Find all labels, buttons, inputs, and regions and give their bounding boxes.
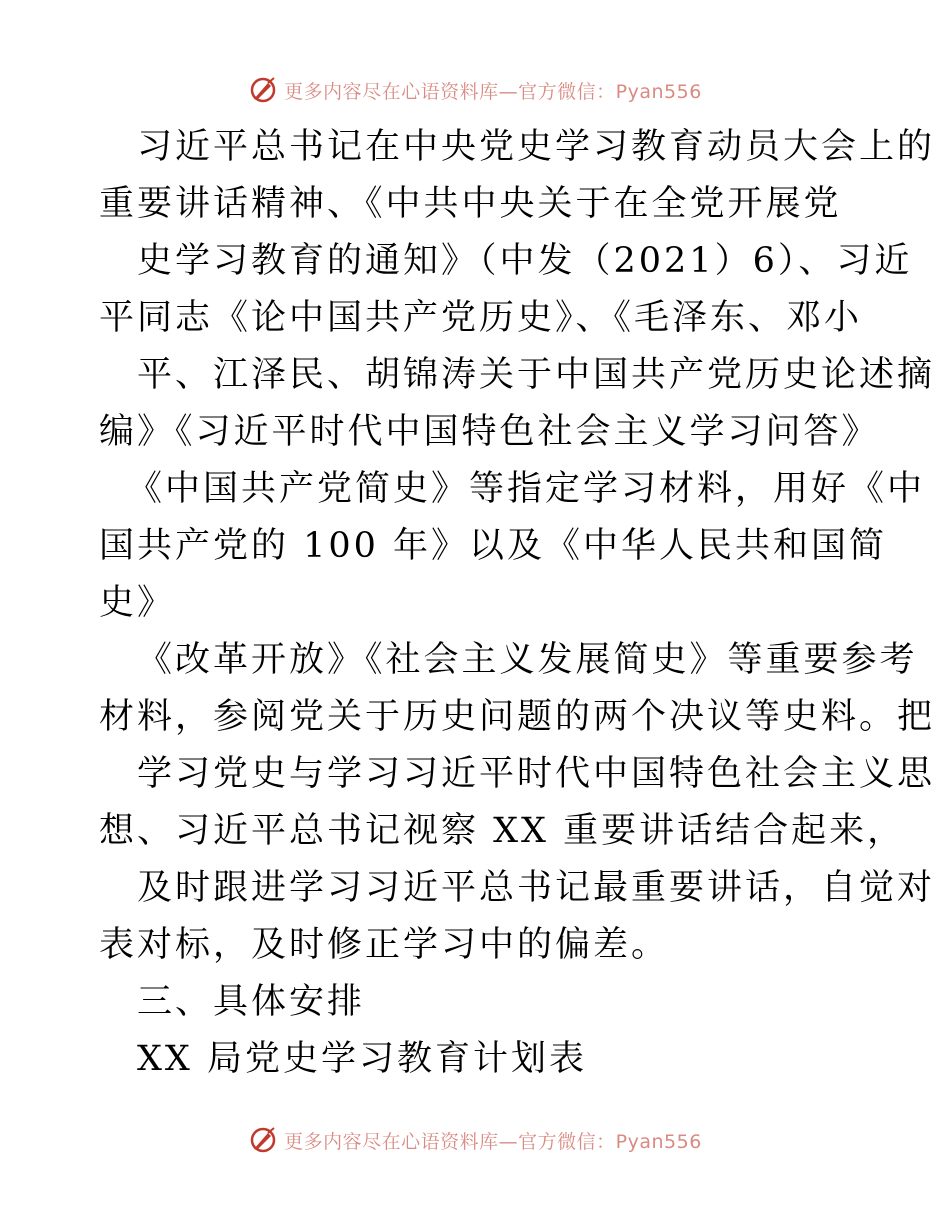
- text-line-2: 重要讲话精神、《中共中央关于在全党开展党: [99, 184, 842, 224]
- text-line-5: 平、江泽民、胡锦涛关于中国共产党历史论述摘: [137, 355, 936, 395]
- table-caption: XX 局党史学习教育计划表: [137, 1039, 587, 1079]
- watermark-text: 更多内容尽在心语资料库—官方微信：Pyan556: [284, 1130, 702, 1153]
- watermark-group: [248, 75, 702, 105]
- section-heading: 三、具体安排: [137, 982, 366, 1022]
- text-line-1: 习近平总书记在中央党史学习教育动员大会上的: [137, 127, 936, 167]
- text-line-11: 材料，参阅党关于历史问题的两个决议等史料。把: [99, 697, 936, 737]
- text-line-7: 《中国共产党简史》等指定学习材料，用好《中: [127, 469, 926, 509]
- text-line-4: 平同志《论中国共产党历史》、《毛泽东、邓小: [99, 298, 863, 338]
- text-line-3: 史学习教育的通知》（中发（2021）6）、习近: [137, 241, 913, 281]
- quill-logo-icon: [248, 1125, 278, 1155]
- text-line-9: 史》: [99, 583, 176, 623]
- text-line-12: 学习党史与学习习近平时代中国特色社会主义思: [137, 754, 936, 794]
- watermark-text: 更多内容尽在心语资料库—官方微信：Pyan556: [284, 80, 702, 103]
- text-line-8: 国共产党的 100 年》以及《中华人民共和国简: [99, 526, 888, 566]
- text-line-10: 《改革开放》《社会主义发展简史》等重要参考: [137, 640, 918, 680]
- text-line-15: 表对标，及时修正学习中的偏差。: [99, 925, 670, 965]
- quill-logo-icon: [248, 75, 278, 105]
- header-watermark: [0, 70, 950, 110]
- text-line-14: 及时跟进学习习近平总书记最重要讲话，自觉对: [137, 868, 936, 908]
- footer-watermark: [0, 1120, 950, 1160]
- text-line-13: 想、习近平总书记视察 XX 重要讲话结合起来，: [99, 811, 906, 851]
- text-line-6: 编》《习近平时代中国特色社会主义学习问答》: [99, 412, 880, 452]
- watermark-group: [248, 1125, 702, 1155]
